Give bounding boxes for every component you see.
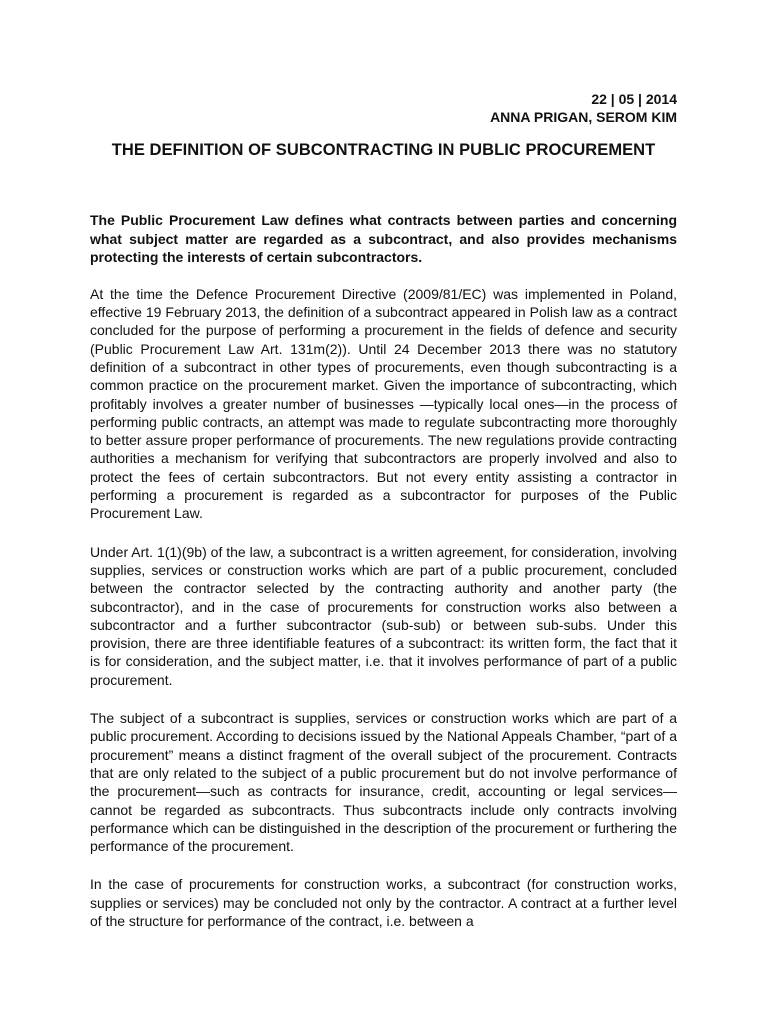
body-paragraph-1: At the time the Defence Procurement Directive (2009/81/EC) was implemented in Poland, effective 19 February 2013, the definition of a subcontract appeared in Polish law as a contract concluded for the purpose of performing a procurement in the fields of defence and security (Public Procurement Law Art. 131m(2)). Until 24 December 2013 there was no statutory definition of a subcontract in other types of procurements, even though subcontracting is a common practice on the procurement market. Given the importance of subcontracting, which profitably involves a greater number of businesses —typically local ones—in the process of performing public contracts, an attempt was made to regulate subcontracting more thoroughly to better assure proper performance of procurements. The new regulations provide contracting authorities a mechanism for verifying that subcontractors are properly involved and also to protect the fees of certain subcontractors. But not every entity assisting a contractor in performing a procurement is regarded as a subcontractor for purposes of the Public Procurement Law. — [90, 285, 677, 522]
document-date: 22 | 05 | 2014 — [591, 91, 677, 107]
document-authors: ANNA PRIGAN, SEROM KIM — [490, 109, 677, 125]
body-paragraph-2: Under Art. 1(1)(9b) of the law, a subcontract is a written agreement, for consideration, involving supplies, services or construction works which are part of a public procurement, concluded between the contractor selected by the contracting authority and another party (the subcontractor), and in the case of procurements for construction works also between a subcontractor and a further subcontractor (sub-sub) or between sub-subs. Under this provision, there are three identifiable features of a subcontract: its written form, the fact that it is for consideration, and the subject matter, i.e. that it involves performance of part of a public procurement. — [90, 543, 677, 688]
body-paragraph-4: In the case of procurements for construction works, a subcontract (for construction works, supplies or services) may be concluded not only by the contractor. A contract at a further level of the structure for performance of the contract, i.e. between a — [90, 876, 677, 929]
lead-paragraph: The Public Procurement Law defines what contracts between parties and concerning what subject matter are regarded as a subcontract, and also provides mechanisms protecting the interests of certain subcontractors. — [90, 212, 677, 266]
document-title: THE DEFINITION OF SUBCONTRACTING IN PUBLIC PROCUREMENT — [111, 141, 656, 159]
body-paragraph-3: The subject of a subcontract is supplies, services or construction works which are part of a public procurement. According to decisions issued by the National Appeals Chamber, “part of a procurement” means a distinct fragment of the overall subject of the procurement. Contracts that are only related to the subject of a public procurement but do not involve performance of the procurement—such as contracts for insurance, credit, accounting or legal services—cannot be regarded as subcontracts. Thus subcontracts include only contracts involving performance which can be distinguished in the description of the procurement or furthering the performance of the procurement. — [90, 710, 677, 855]
document-page — [90, 90, 677, 930]
